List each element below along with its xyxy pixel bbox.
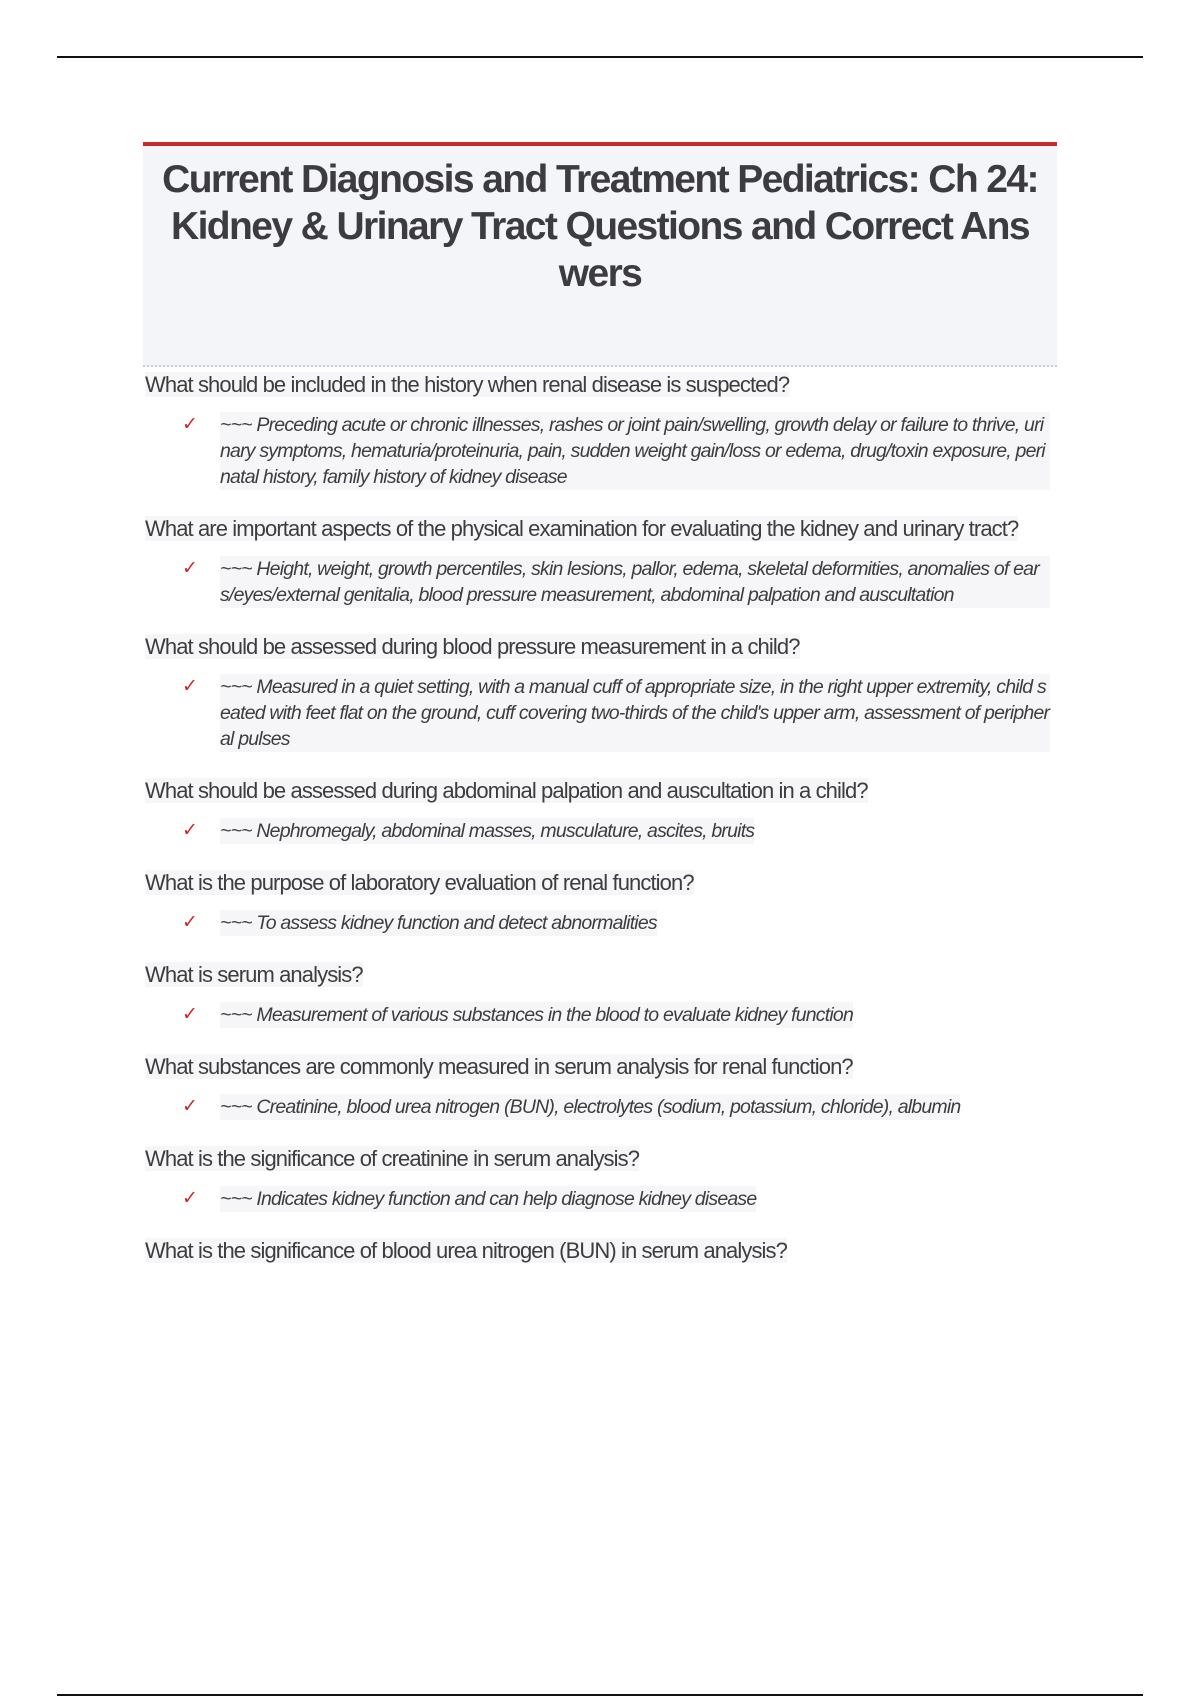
bottom-rule: [57, 1694, 1143, 1696]
answer-text: ~~~ Indicates kidney function and can help diagnose kidney disease: [220, 1188, 757, 1210]
question-text: What should be assessed during abdominal palpation and auscultation in a child?: [145, 778, 868, 803]
qa-item: [145, 1054, 1060, 1120]
answer-text: ~~~ Height, weight, growth percentiles, skin lesions, pallor, edema, skeletal deformities, anomalies of ears/eyes/external genitalia, blood pressure measurement, abdominal palpation and auscultation: [220, 556, 1050, 608]
answer-text: ~~~ Nephromegaly, abdominal masses, musculature, ascites, bruits: [220, 820, 755, 842]
qa-item: [145, 870, 1060, 936]
answer-row: [145, 1094, 1060, 1120]
answer-row: [145, 674, 1060, 752]
answer-text: ~~~ Measurement of various substances in the blood to evaluate kidney function: [220, 1004, 853, 1026]
checkmark-icon: ✓: [182, 1004, 198, 1025]
top-rule: [57, 56, 1143, 58]
answer-row: [145, 910, 1060, 936]
checkmark-icon: ✓: [182, 1188, 198, 1209]
qa-list: [145, 372, 1060, 1290]
question-text: What is the purpose of laboratory evaluation of renal function?: [145, 870, 694, 895]
answer-text: ~~~ Creatinine, blood urea nitrogen (BUN), electrolytes (sodium, potassium, chloride), albumin: [220, 1096, 961, 1118]
qa-item: [145, 516, 1060, 608]
answer-text: ~~~ Preceding acute or chronic illnesses, rashes or joint pain/swelling, growth delay or failure to thrive, urinary symptoms, hematuria/proteinuria, pain, sudden weight gain/loss or edema, drug/toxin exposure, perinatal history, family history of kidney disease: [220, 412, 1050, 490]
answer-text: ~~~ Measured in a quiet setting, with a manual cuff of appropriate size, in the right upper extremity, child seated with feet flat on the ground, cuff covering two-thirds of the child's upper arm, assessment of peripheral pulses: [220, 676, 1050, 750]
title-banner: [143, 142, 1057, 367]
checkmark-icon: ✓: [182, 912, 198, 933]
qa-item: [145, 962, 1060, 1028]
question-text: What is the significance of creatinine in serum analysis?: [145, 1146, 640, 1171]
qa-item: [145, 778, 1060, 844]
document-title: Current Diagnosis and Treatment Pediatrics: Ch 24: Kidney & Urinary Tract Questions and Correct Answers: [162, 158, 1038, 295]
question-text: What should be included in the history when renal disease is suspected?: [145, 372, 790, 397]
qa-item: [145, 634, 1060, 752]
question-text: What is serum analysis?: [145, 962, 363, 987]
qa-item: [145, 1146, 1060, 1212]
checkmark-icon: ✓: [182, 676, 198, 697]
question-text: What substances are commonly measured in serum analysis for renal function?: [145, 1054, 853, 1079]
question-text: What are important aspects of the physical examination for evaluating the kidney and urinary tract?: [145, 516, 1019, 541]
question-text: What should be assessed during blood pressure measurement in a child?: [145, 634, 800, 659]
answer-row: [145, 818, 1060, 844]
answer-row: [145, 1186, 1060, 1212]
checkmark-icon: ✓: [182, 820, 198, 841]
answer-row: [145, 556, 1060, 608]
answer-text: ~~~ To assess kidney function and detect abnormalities: [220, 912, 657, 934]
qa-item: [145, 1238, 1060, 1264]
qa-item: [145, 372, 1060, 490]
checkmark-icon: ✓: [182, 1096, 198, 1117]
answer-row: [145, 1002, 1060, 1028]
checkmark-icon: ✓: [182, 558, 198, 579]
checkmark-icon: ✓: [182, 414, 198, 435]
question-text: What is the significance of blood urea nitrogen (BUN) in serum analysis?: [145, 1238, 787, 1263]
answer-row: [145, 412, 1060, 490]
